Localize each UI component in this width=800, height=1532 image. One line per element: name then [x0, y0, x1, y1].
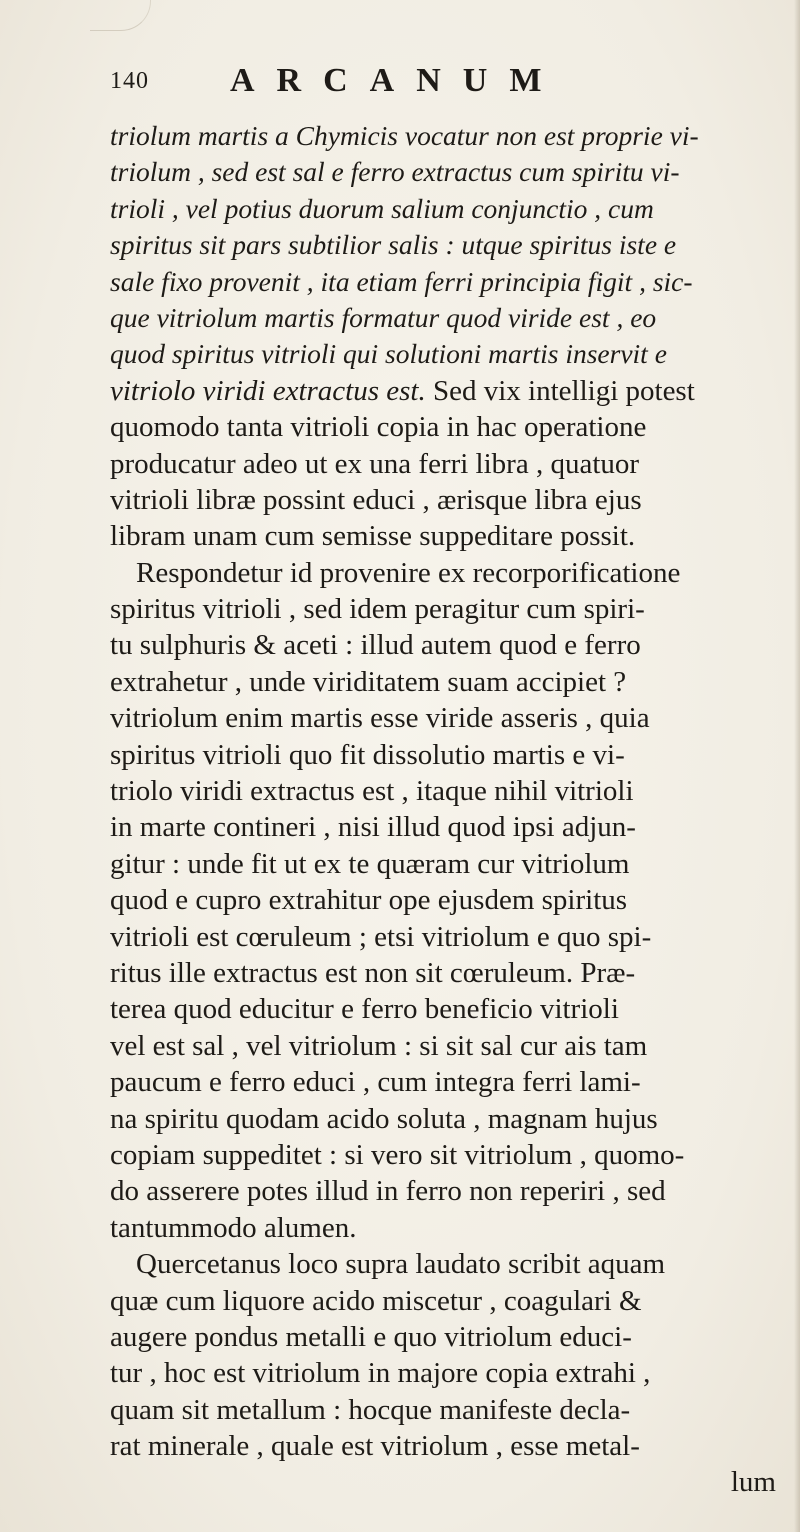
- text-line: gitur : unde fit ut ex te quæram cur vitriolum: [110, 847, 630, 880]
- text-line-roman-part: Sed vix intelligi potest: [425, 374, 695, 407]
- text-line: trioli , vel potius duorum salium conjunctio , cum: [110, 192, 654, 224]
- page-number: 140: [110, 68, 149, 94]
- page-corner-mark: [90, 0, 151, 31]
- text-line: producatur adeo ut ex una ferri libra , quatuor: [110, 447, 640, 480]
- text-line: tantummodo alumen.: [110, 1211, 357, 1244]
- text-line: extrahetur , unde viriditatem suam accipiet ?: [110, 665, 627, 698]
- text-line: quod e cupro extrahitur ope ejusdem spiritus: [110, 884, 628, 917]
- text-line: tu sulphuris & aceti : illud autem quod e ferro: [110, 629, 641, 662]
- page-edge-shadow: [794, 0, 800, 1532]
- text-line: copiam suppeditet : si vero sit vitriolum , quomo-: [110, 1138, 685, 1171]
- text-line: in marte contineri , nisi illud quod ipsi adjun-: [110, 811, 636, 844]
- text-line: augere pondus metalli e quo vitriolum educi-: [110, 1320, 632, 1353]
- text-line: Respondetur id provenire ex recorporificatione: [136, 556, 681, 589]
- text-body: [110, 118, 790, 1501]
- text-line: do asserere potes illud in ferro non reperiri , sed: [110, 1175, 666, 1208]
- text-line: sale fixo provenit , ita etiam ferri principia figit , sic-: [110, 265, 693, 297]
- text-line: quæ cum liquore acido miscetur , coagulari &: [110, 1284, 642, 1317]
- text-line: triolo viridi extractus est , itaque nihil vitrioli: [110, 775, 634, 808]
- text-line: triolum martis a Chymicis vocatur non est proprie vi-: [110, 120, 699, 151]
- text-line: vel est sal , vel vitriolum : si sit sal cur ais tam: [110, 1029, 648, 1062]
- text-line-italic-part: vitriolo viridi extractus est.: [110, 374, 426, 407]
- text-line: vitriolum enim martis esse viride asseris , quia: [110, 702, 650, 735]
- text-line: spiritus sit pars subtilior salis : utque spiritus iste e: [110, 229, 677, 261]
- text-line: que vitriolum martis formatur quod viride est , eo: [110, 301, 657, 333]
- text-line: libram unam cum semisse suppeditare possit.: [110, 520, 636, 553]
- text-line: vitrioli est cœruleum ; etsi vitriolum e quo spi-: [110, 920, 652, 953]
- running-head: ARCANUM: [230, 62, 564, 99]
- page-header: [110, 62, 760, 102]
- text-line: quam sit metallum : hocque manifeste decla-: [110, 1393, 631, 1426]
- text-line: rat minerale , quale est vitriolum , esse metal-: [110, 1430, 640, 1463]
- text-line: quod spiritus vitrioli qui solutioni martis inservit e: [110, 338, 667, 370]
- text-line: quomodo tanta vitrioli copia in hac operatione: [110, 411, 647, 444]
- text-line: spiritus vitrioli quo fit dissolutio martis e vi-: [110, 738, 625, 771]
- text-line: lum: [730, 1466, 776, 1499]
- text-line: vitrioli libræ possint educi , ærisque libra ejus: [110, 483, 642, 516]
- text-line-mixed: [110, 373, 790, 409]
- text-line: ritus ille extractus est non sit cœruleum. Præ-: [110, 956, 636, 989]
- text-line: terea quod educitur e ferro beneficio vitrioli: [110, 993, 619, 1026]
- text-line: triolum , sed est sal e ferro extractus cum spiritu vi-: [110, 156, 680, 188]
- text-line: spiritus vitrioli , sed idem peragitur cum spiri-: [110, 593, 645, 626]
- text-line: paucum e ferro educi , cum integra ferri lami-: [110, 1066, 641, 1099]
- text-line: na spiritu quodam acido soluta , magnam hujus: [110, 1102, 658, 1135]
- text-line: tur , hoc est vitriolum in majore copia extrahi ,: [110, 1357, 651, 1390]
- text-line: Quercetanus loco supra laudato scribit aquam: [136, 1248, 666, 1281]
